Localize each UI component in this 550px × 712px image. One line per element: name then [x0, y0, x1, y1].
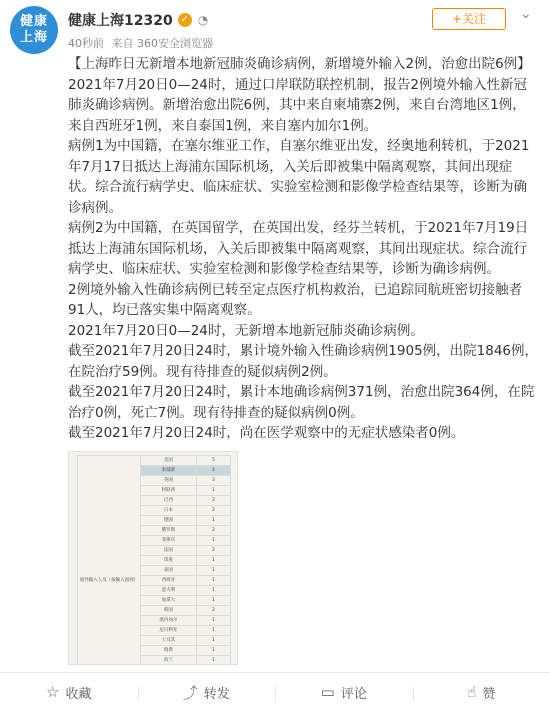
repost-label: 转发	[203, 686, 230, 702]
post-paragraph: 2021年7月20日0—24时，通过口岸联防联控机制，报告2例境外输入性新冠肺炎确诊病例。新增治愈出院6例，其中来自柬埔寨2例，来自台湾地区1例，来自西班牙1例，来自泰国1例，来自塞内加尔1例。	[68, 76, 527, 134]
table-cell-country: 意大利	[140, 586, 196, 596]
table-cell-count: 1	[196, 516, 230, 526]
post-paragraph: 【上海昨日无新增本地新冠肺炎确诊病例，新增境外输入2例，治愈出院6例】	[68, 56, 531, 72]
table-cell-country: 德国	[140, 516, 196, 526]
post-time[interactable]: 40秒前	[68, 37, 104, 50]
table-cell-country: 阿联酋	[140, 486, 196, 496]
favorite-label: 收藏	[65, 686, 92, 702]
row-group-label	[78, 456, 141, 666]
table-cell-country: 土耳其	[140, 636, 196, 646]
table-cell-count: 4	[196, 466, 230, 476]
repost-button[interactable]	[138, 682, 276, 703]
table-cell-country: 柬埔寨	[140, 466, 196, 476]
post-paragraph: 2例境外输入性确诊病例已转至定点医疗机构救治，已追踪同航班密切接触者91人，均已落实集中隔离观察。	[68, 281, 523, 318]
comment-icon: ▭	[320, 683, 335, 701]
table-cell-country: 法国	[140, 546, 196, 556]
post-paragraph: 病例1为中国籍，在塞尔维亚工作，自塞尔维亚出发，经奥地利转机，于2021年7月17日抵达上海浦东国际机场，入关后即被集中隔离观察，其间出现症状。综合流行病学史、临床症状、实验室检测和影像学检查结果等，诊断为确诊病例。	[68, 138, 530, 216]
table-cell-count: 1	[196, 656, 230, 666]
table-cell-count: 2	[196, 506, 230, 516]
table-cell-country: 泰国	[140, 566, 196, 576]
post-paragraph: 2021年7月20日0—24时，无新增本地新冠肺炎确诊病例。	[68, 322, 424, 339]
table-cell-count: 1	[196, 596, 230, 606]
comment-label: 评论	[340, 686, 367, 702]
weibo-icon: ◔	[197, 13, 209, 27]
table-cell-count: 1	[196, 616, 230, 626]
thumbs-up-icon: ☝	[467, 683, 477, 701]
table-cell-country: 日本	[140, 506, 196, 516]
username-link[interactable]: 健康上海12320	[68, 13, 173, 29]
table-cell-country: 加拿大	[140, 596, 196, 606]
name-row	[68, 10, 208, 30]
verified-badge-icon: ✓	[178, 13, 192, 27]
table-cell-count: 1	[196, 556, 230, 566]
table-row	[78, 456, 231, 466]
post-body	[68, 54, 538, 444]
post-paragraph: 截至2021年7月20日24时，尚在医学观察中的无症状感染者0例。	[68, 425, 465, 441]
table-cell-country: 荷兰	[140, 656, 196, 666]
favorite-button[interactable]	[0, 683, 138, 702]
table-cell-count: 2	[196, 526, 230, 536]
table-cell-count: 1	[196, 626, 230, 636]
table-cell-country: 瑞典	[140, 646, 196, 656]
table-cell-count: 2	[196, 546, 230, 556]
star-icon: ☆	[46, 683, 60, 701]
post-paragraph: 截至2021年7月20日24时，累计境外输入性确诊病例1905例，出院1846例，在院治疗59例。现有待排查的疑似病例2例。	[68, 343, 539, 380]
post-source: 来自 360安全浏览器	[111, 37, 213, 50]
attached-image[interactable]	[68, 451, 238, 665]
chevron-down-icon[interactable]: ⌄	[520, 6, 532, 22]
post-header	[0, 0, 550, 56]
post-paragraph: 截至2021年7月20日24时，累计本地确诊病例371例，治愈出院364例，在院治疗0例，死亡7例。现有待排查的疑似病例0例。	[68, 384, 535, 421]
post-paragraph: 病例2为中国籍，在英国留学，在英国出发，经芬兰转机，于2021年7月19日抵达上海浦东国际机场，入关后即被集中隔离观察，其间出现症状。综合流行病学史、临床症状、实验室检测和影像学检查结果等，诊断为确诊病例。	[68, 220, 529, 277]
action-toolbar	[0, 672, 550, 711]
row-group-label-text: 境外输入人员（按输入国别）	[79, 578, 139, 583]
like-button[interactable]	[413, 683, 550, 702]
table-cell-count: 1	[196, 536, 230, 546]
table-cell-country: 英国	[140, 476, 196, 486]
table-cell-count: 2	[196, 606, 230, 616]
table-cell-count: 1	[196, 586, 230, 596]
table-cell-country: 塞内加尔	[140, 616, 196, 626]
avatar[interactable]: 健康上海	[10, 6, 58, 54]
table-cell-count: 1	[196, 566, 230, 576]
table-cell-count: 1	[196, 576, 230, 586]
table-cell-country: 印度	[140, 556, 196, 566]
table-cell-country: 韩国	[140, 606, 196, 616]
table-cell-count: 3	[196, 476, 230, 486]
table-cell-country: 菲律宾	[140, 536, 196, 546]
follow-button[interactable]: +关注	[432, 8, 506, 30]
table-cell-country: 西班牙	[140, 576, 196, 586]
table-cell-country: 尼日利亚	[140, 626, 196, 636]
data-table	[77, 455, 231, 665]
table-cell-count: 1	[196, 486, 230, 496]
post-meta	[68, 35, 213, 51]
table-cell-count: 5	[196, 456, 230, 466]
table-cell-count: 1	[196, 646, 230, 656]
table-cell-country: 巴西	[140, 496, 196, 506]
table-cell-country: 俄罗斯	[140, 526, 196, 536]
table-cell-count: 2	[196, 496, 230, 506]
table-cell-count: 1	[196, 636, 230, 646]
comment-button[interactable]	[275, 683, 413, 702]
repost-icon: ⤴	[182, 683, 198, 702]
like-label: 赞	[482, 686, 496, 702]
table-cell-country: 美国	[140, 456, 196, 466]
